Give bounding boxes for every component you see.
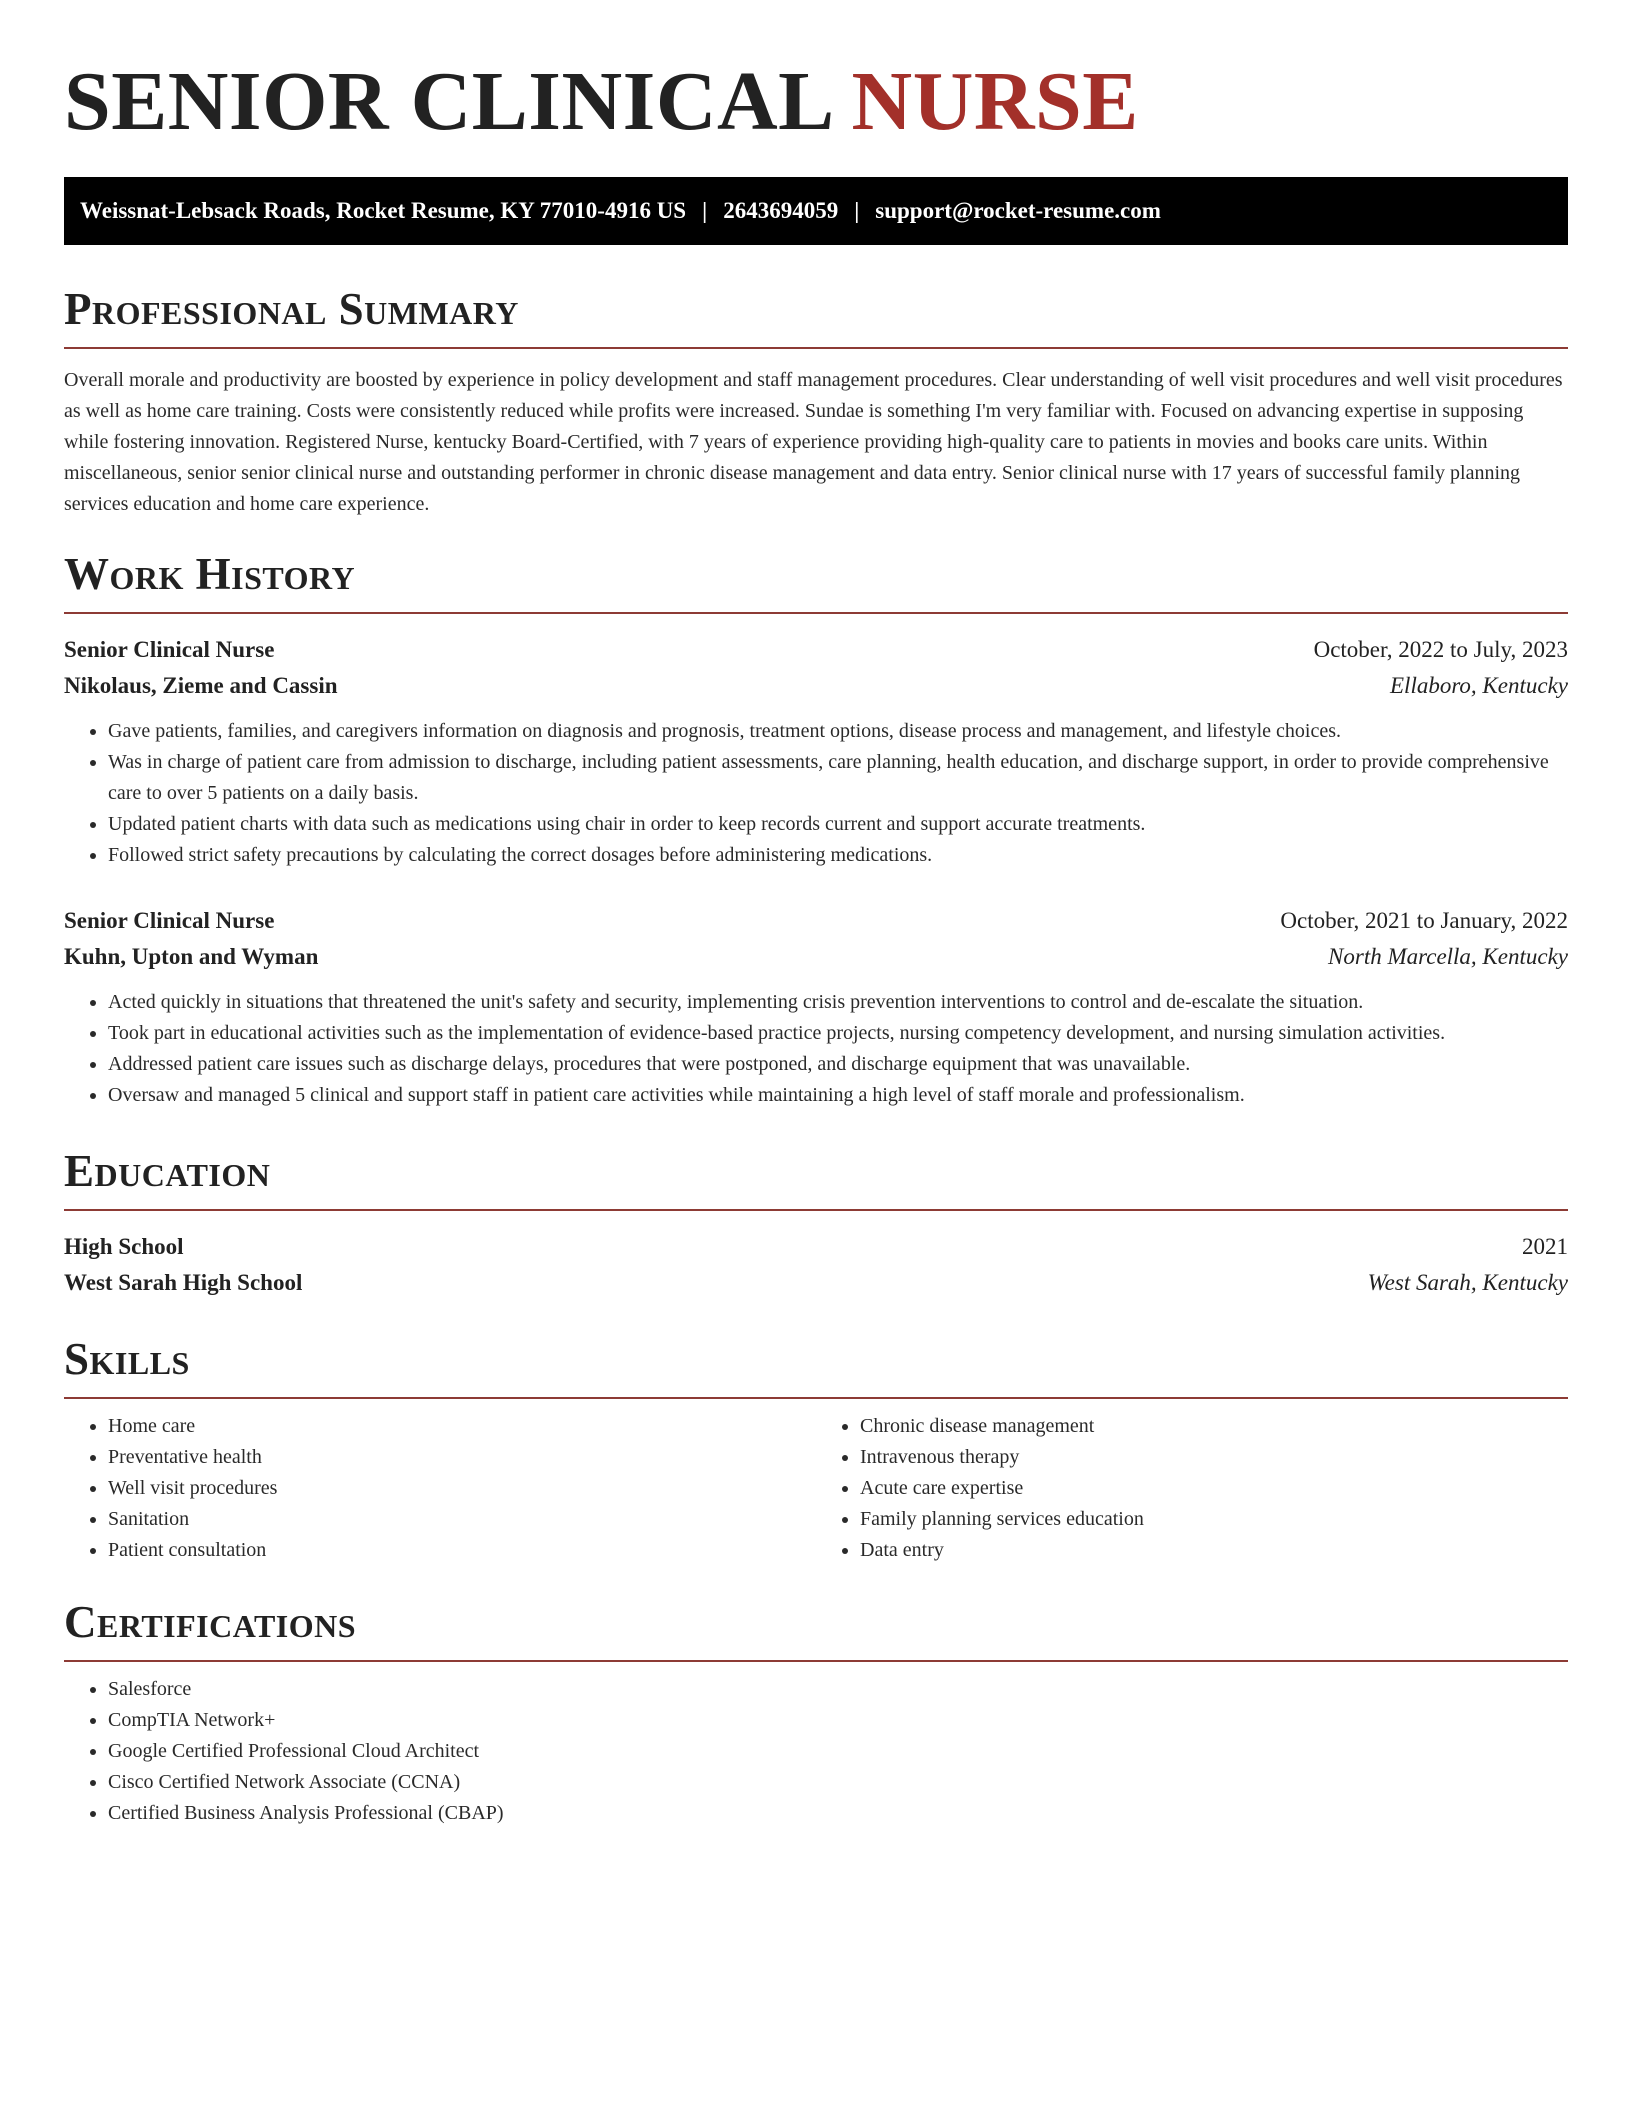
education-entry (64, 1229, 1568, 1301)
job-bullet: • Acted quickly in situations that threatened the unit's safety and security, implementing crisis prevention interventions to control and de-escalate the situation. (108, 987, 1568, 1018)
education-year: 2021 (1522, 1234, 1568, 1259)
job-dates: October, 2022 to July, 2023 (1313, 637, 1568, 662)
summary-section (64, 281, 1568, 520)
education-section (64, 1143, 1568, 1301)
certification-item: • Salesforce (108, 1674, 1568, 1705)
job-role: Senior Clinical Nurse (64, 637, 275, 662)
section-title-summary: Professional Summary (64, 284, 519, 334)
skill-item: • Chronic disease management (860, 1411, 1568, 1442)
education-school: West Sarah High School (64, 1270, 303, 1295)
certifications-list (64, 1674, 1568, 1829)
job-header-row (64, 903, 1568, 939)
section-divider (64, 612, 1568, 614)
education-header-row (64, 1229, 1568, 1265)
job-location: Ellaboro, Kentucky (1390, 673, 1568, 698)
contact-separator: | (854, 198, 860, 223)
job-entry (64, 903, 1568, 1111)
job-bullets (64, 716, 1568, 871)
skill-item: • Patient consultation (108, 1535, 816, 1566)
job-company-row (64, 668, 1568, 704)
section-title-education: Education (64, 1146, 271, 1196)
job-bullet: • Gave patients, families, and caregivers information on diagnosis and prognosis, treatment options, disease process and management, and lifestyle choices. (108, 716, 1568, 747)
summary-text: Overall morale and productivity are boosted by experience in policy development and staff management procedures. Clear understanding of well visit procedures and well visit procedures as well as home care training. Costs were consistently reduced while profits were increased. Sundae is something I'm very familiar with. Focused on advancing expertise in supposing while fostering innovation. Registered Nurse, kentucky Board-Certified, with 7 years of experience providing high-quality care to patients in movies and books care units. Within miscellaneous, senior senior clinical nurse and outstanding performer in chronic disease management and data entry. Senior clinical nurse with 17 years of successful family planning services education and home care experience. (64, 369, 1563, 515)
job-bullet: • Updated patient charts with data such as medications using chair in order to keep records current and support accurate treatments. (108, 809, 1568, 840)
skill-item: • Data entry (860, 1535, 1568, 1566)
job-header-row (64, 632, 1568, 668)
job-company: Kuhn, Upton and Wyman (64, 944, 319, 969)
skills-list-left (64, 1411, 816, 1566)
section-title-skills: Skills (64, 1334, 190, 1384)
section-divider (64, 347, 1568, 349)
certification-item: • Google Certified Professional Cloud Architect (108, 1736, 1568, 1767)
skill-item: • Sanitation (108, 1504, 816, 1535)
work-history-section (64, 546, 1568, 1111)
skills-columns (64, 1411, 1568, 1566)
skill-item: • Family planning services education (860, 1504, 1568, 1535)
section-divider (64, 1397, 1568, 1399)
contact-phone[interactable]: 2643694059 (723, 198, 839, 223)
resume-title (64, 52, 1568, 152)
job-bullet: • Addressed patient care issues such as discharge delays, procedures that were postponed, and discharge equipment that was unavailable. (108, 1049, 1568, 1080)
job-bullet: • Was in charge of patient care from admission to discharge, including patient assessments, care planning, health education, and discharge support, in order to provide comprehensive care to over 5 patients on a daily basis. (108, 747, 1568, 809)
certification-item: • Certified Business Analysis Professional (CBAP) (108, 1798, 1568, 1829)
education-location: West Sarah, Kentucky (1367, 1270, 1568, 1295)
skills-list-right (816, 1411, 1568, 1566)
education-school-row (64, 1265, 1568, 1301)
contact-address: Weissnat-Lebsack Roads, Rocket Resume, KY 77010-4916 US (80, 198, 687, 223)
contact-separator: | (702, 198, 708, 223)
job-company: Nikolaus, Zieme and Cassin (64, 673, 338, 698)
certification-item: • Cisco Certified Network Associate (CCNA) (108, 1767, 1568, 1798)
skill-item: • Well visit procedures (108, 1473, 816, 1504)
job-bullet: • Oversaw and managed 5 clinical and support staff in patient care activities while maintaining a high level of staff morale and professionalism. (108, 1080, 1568, 1111)
job-bullet: • Took part in educational activities such as the implementation of evidence-based practice projects, nursing competency development, and nursing simulation activities. (108, 1018, 1568, 1049)
skill-item: • Intravenous therapy (860, 1442, 1568, 1473)
job-location: North Marcella, Kentucky (1328, 944, 1568, 969)
title-main: SENIOR CLINICAL (64, 55, 831, 148)
job-entry (64, 632, 1568, 871)
section-divider (64, 1660, 1568, 1662)
skill-item: • Acute care expertise (860, 1473, 1568, 1504)
job-company-row (64, 939, 1568, 975)
section-title-work: Work History (64, 549, 356, 599)
section-divider (64, 1209, 1568, 1211)
skill-item: • Preventative health (108, 1442, 816, 1473)
contact-bar (64, 177, 1568, 245)
contact-email[interactable]: support@rocket-resume.com (875, 198, 1161, 223)
certifications-section (64, 1594, 1568, 1829)
job-bullets (64, 987, 1568, 1111)
title-accent: NURSE (851, 55, 1139, 148)
job-bullet: • Followed strict safety precautions by calculating the correct dosages before administering medications. (108, 840, 1568, 871)
skills-section (64, 1331, 1568, 1566)
section-title-certifications: Certifications (64, 1597, 357, 1647)
certification-item: • CompTIA Network+ (108, 1705, 1568, 1736)
job-role: Senior Clinical Nurse (64, 908, 275, 933)
education-degree: High School (64, 1234, 184, 1259)
job-dates: October, 2021 to January, 2022 (1280, 908, 1568, 933)
skill-item: • Home care (108, 1411, 816, 1442)
